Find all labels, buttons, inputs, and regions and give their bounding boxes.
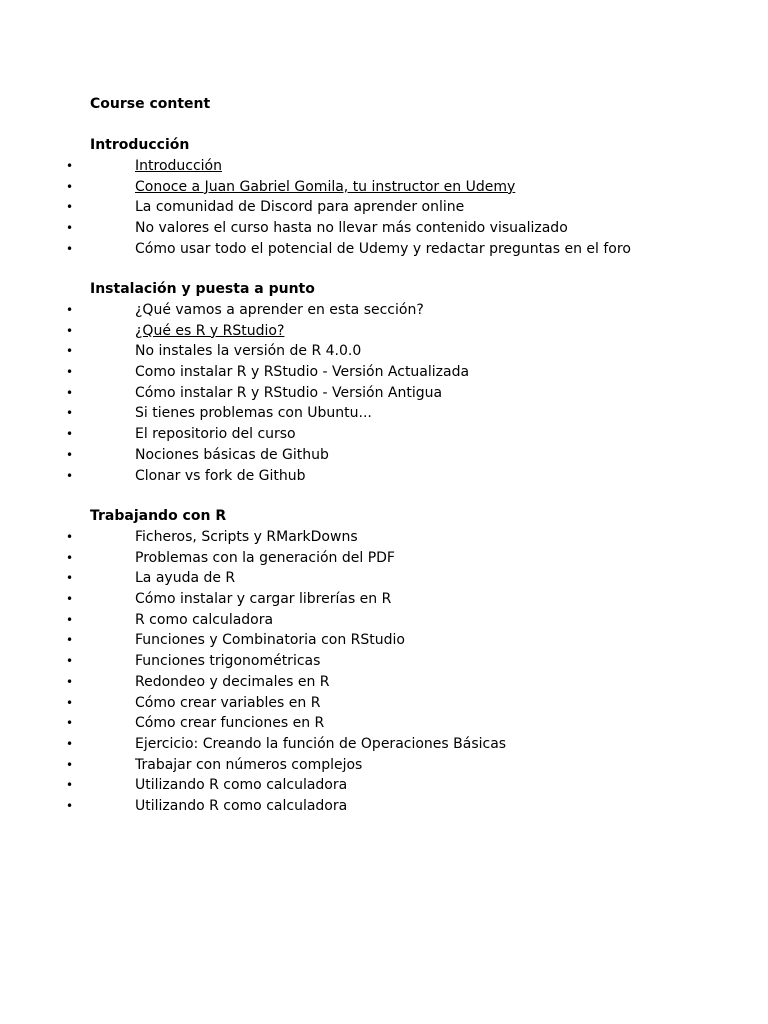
- lecture-title: No instales la versión de R 4.0.0: [135, 343, 362, 360]
- lecture-title: No valores el curso hasta no llevar más contenido visualizado: [135, 220, 568, 237]
- lecture-item: [0, 466, 768, 487]
- bullet-icon: •: [66, 757, 74, 772]
- lecture-title: R como calculadora: [135, 611, 274, 628]
- lecture-list: [0, 156, 768, 259]
- lecture-item: [0, 218, 768, 239]
- lecture-item: [0, 300, 768, 321]
- section-heading: Instalación y puesta a punto: [90, 281, 315, 297]
- lecture-title: Problemas con la generación del PDF: [135, 549, 395, 566]
- lecture-item: [0, 610, 768, 631]
- lecture-item: [0, 239, 768, 260]
- lecture-title: Redondeo y decimales en R: [135, 673, 330, 690]
- bullet-icon: •: [66, 447, 74, 462]
- bullet-icon: •: [66, 344, 74, 359]
- lecture-item: [0, 651, 768, 672]
- lecture-title: Utilizando R como calculadora: [135, 777, 348, 794]
- bullet-icon: •: [66, 612, 74, 627]
- lecture-title: Cómo usar todo el potencial de Udemy y redactar preguntas en el foro: [135, 240, 631, 257]
- lecture-title: Funciones trigonométricas: [135, 653, 321, 670]
- lecture-item: [0, 693, 768, 714]
- lecture-title: Clonar vs fork de Github: [135, 467, 306, 484]
- bullet-icon: •: [66, 323, 74, 338]
- lecture-item: [0, 383, 768, 404]
- bullet-icon: •: [66, 530, 74, 544]
- lecture-title: Ejercicio: Creando la función de Operaciones Básicas: [135, 735, 507, 752]
- lecture-title: La ayuda de R: [135, 570, 236, 587]
- lecture-item: [0, 548, 768, 569]
- lecture-title: ¿Qué vamos a aprender en esta sección?: [135, 302, 424, 318]
- lecture-item: [0, 424, 768, 445]
- lecture-item: [0, 630, 768, 651]
- lecture-item: [0, 341, 768, 362]
- lecture-item[interactable]: [0, 321, 768, 342]
- lecture-title: Si tienes problemas con Ubuntu...: [135, 405, 372, 422]
- lecture-title: El repositorio del curso: [135, 426, 296, 443]
- lecture-item: [0, 589, 768, 610]
- bullet-icon: •: [66, 571, 74, 586]
- lecture-link[interactable]: Introducción: [135, 158, 222, 174]
- lecture-item: [0, 775, 768, 796]
- lecture-item: [0, 713, 768, 734]
- lecture-link[interactable]: ¿Qué es R y RStudio?: [135, 322, 285, 339]
- lecture-link[interactable]: Conoce a Juan Gabriel Gomila, tu instructor en Udemy: [135, 178, 516, 195]
- lecture-title: Nociones básicas de Github: [135, 446, 329, 463]
- lecture-title: Cómo instalar R y RStudio - Versión Antigua: [135, 384, 443, 401]
- lecture-title: Como instalar R y RStudio - Versión Actualizada: [135, 364, 470, 381]
- bullet-icon: •: [66, 241, 74, 256]
- lecture-title: La comunidad de Discord para aprender online: [135, 199, 465, 216]
- lecture-title: Cómo crear funciones en R: [135, 715, 325, 732]
- lecture-item: [0, 197, 768, 218]
- bullet-icon: •: [66, 406, 74, 421]
- bullet-icon: •: [66, 695, 74, 710]
- bullet-icon: •: [66, 716, 74, 731]
- lecture-item: [0, 734, 768, 755]
- bullet-icon: •: [66, 468, 74, 483]
- lecture-item: [0, 672, 768, 693]
- bullet-icon: •: [66, 550, 74, 565]
- lecture-title: Utilizando R como calculadora: [135, 797, 348, 814]
- page-title: Course content: [90, 96, 211, 112]
- lecture-item: [0, 403, 768, 424]
- section-heading: Introducción: [90, 137, 190, 153]
- lecture-item[interactable]: [0, 177, 768, 198]
- bullet-icon: •: [66, 385, 74, 400]
- lecture-list: [0, 300, 768, 486]
- section-heading: Trabajando con R: [90, 508, 227, 524]
- bullet-icon: •: [66, 200, 74, 215]
- lecture-item: [0, 796, 768, 817]
- lecture-item: [0, 755, 768, 776]
- bullet-icon: •: [66, 159, 74, 173]
- lecture-title: Cómo instalar y cargar librerías en R: [135, 591, 392, 608]
- bullet-icon: •: [66, 798, 74, 813]
- lecture-item[interactable]: [0, 156, 768, 177]
- bullet-icon: •: [66, 633, 74, 648]
- bullet-icon: •: [66, 592, 74, 607]
- bullet-icon: •: [66, 778, 74, 793]
- bullet-icon: •: [66, 221, 74, 236]
- bullet-icon: •: [66, 736, 74, 751]
- lecture-title: Trabajar con números complejos: [135, 756, 363, 773]
- lecture-list: [0, 527, 768, 817]
- bullet-icon: •: [66, 427, 74, 442]
- lecture-title: Funciones y Combinatoria con RStudio: [135, 632, 405, 649]
- bullet-icon: •: [66, 365, 74, 380]
- bullet-icon: •: [66, 674, 74, 689]
- lecture-title: Ficheros, Scripts y RMarkDowns: [135, 529, 358, 545]
- bullet-icon: •: [66, 303, 74, 317]
- lecture-item: [0, 362, 768, 383]
- lecture-title: Cómo crear variables en R: [135, 694, 321, 711]
- bullet-icon: •: [66, 179, 74, 194]
- bullet-icon: •: [66, 654, 74, 669]
- lecture-item: [0, 527, 768, 548]
- lecture-item: [0, 445, 768, 466]
- lecture-item: [0, 568, 768, 589]
